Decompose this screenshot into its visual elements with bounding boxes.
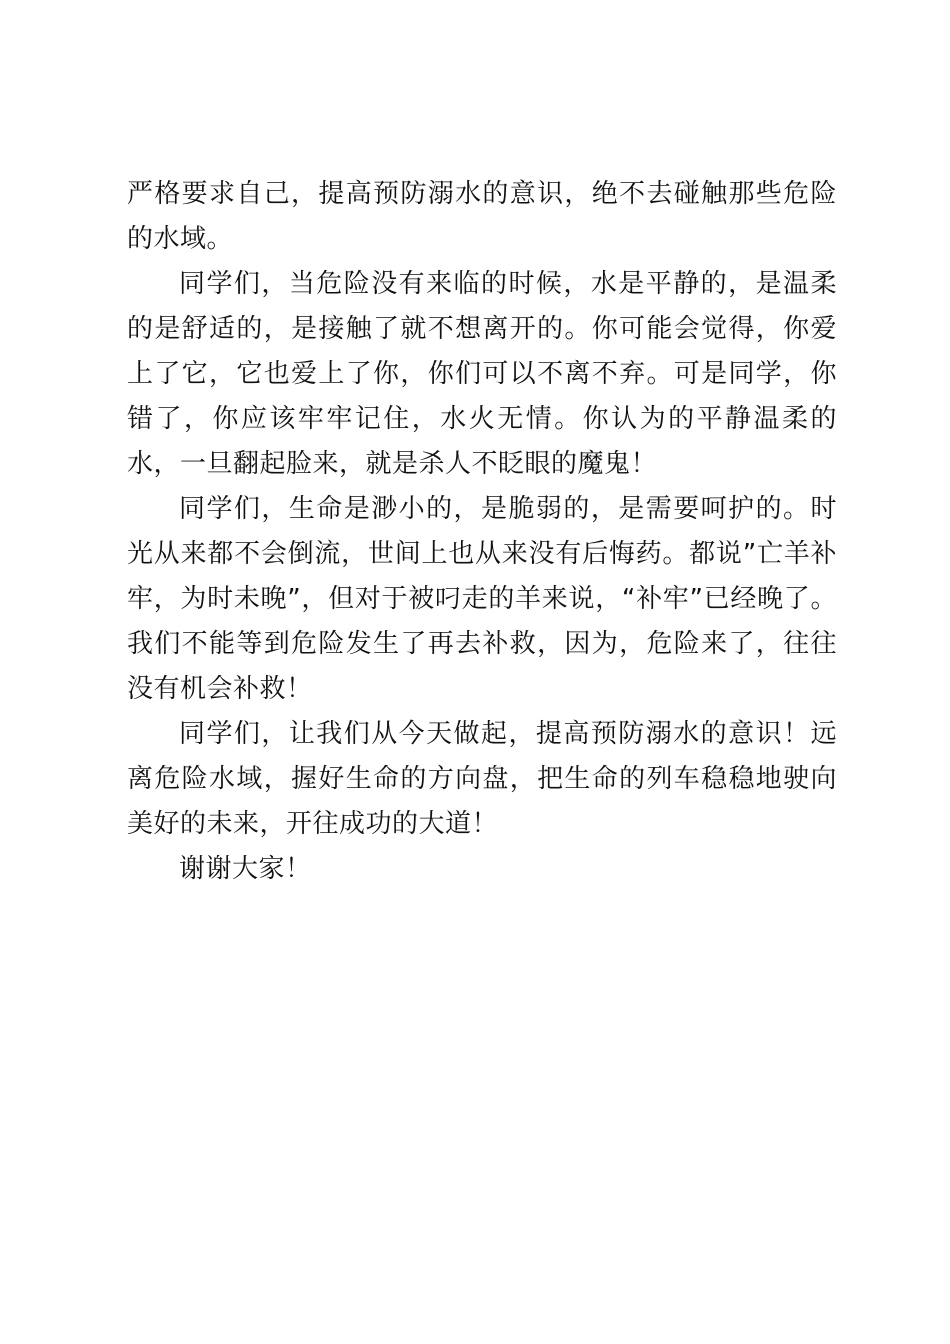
paragraph-water-danger: 同学们，当危险没有来临的时候，水是平静的，是温柔的是舒适的，是接触了就不想离开的。你可能会觉得，你爱上了它，它也爱上了你，你们可以不离不弃。可是同学，你错了，你应该牢牢记住，水火无情。你认为的平静温柔的水，一旦翻起脸来，就是杀人不眨眼的魔鬼！ (127, 269, 837, 479)
paragraph-call-to-action: 同学们，让我们从今天做起，提高预防溺水的意识！远离危险水域，握好生命的方向盘，把生命的列车稳稳地驶向美好的未来，开往成功的大道！ (127, 719, 837, 839)
paragraph-thanks: 谢谢大家！ (179, 854, 312, 884)
paragraph-life-fragile: 同学们，生命是渺小的，是脆弱的，是需要呵护的。时光从来都不会倒流，世间上也从来没有后悔药。都说”亡羊补牢，为时未晚”，但对于被叼走的羊来说，“补牢”已经晚了。我们不能等到危险发生了再去补救，因为，危险来了，往往没有机会补救！ (127, 494, 837, 704)
paragraph-continuation: 严格要求自己，提高预防溺水的意识，绝不去碰触那些危险的水域。 (127, 179, 837, 254)
document-body (127, 172, 837, 892)
